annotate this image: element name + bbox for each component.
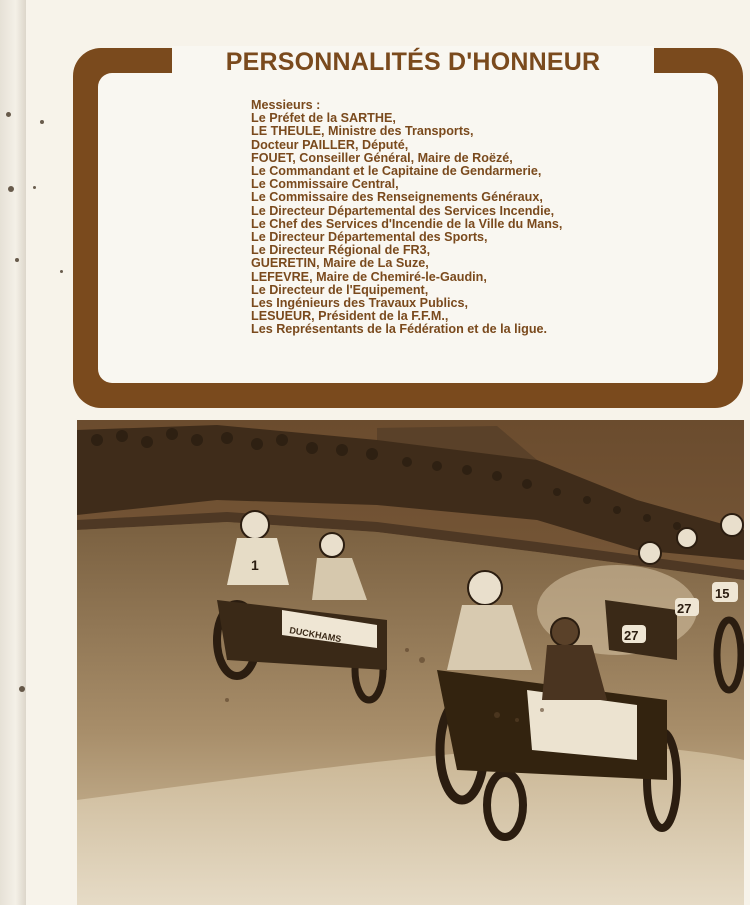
helmet	[639, 542, 661, 564]
honoree-line: Messieurs :	[251, 98, 321, 112]
race-photo-illustration	[77, 420, 744, 905]
honoree-line: Le Directeur de l'Equipement,	[251, 282, 429, 297]
page-title: PERSONNALITÉS D'HONNEUR	[172, 46, 654, 78]
paper-speck	[6, 112, 11, 117]
honoree-line: Le Chef des Services d'Incendie de la Ville du Mans,	[251, 216, 563, 231]
honoree-line: Le Directeur Départemental des Sports,	[251, 230, 488, 245]
race-number: 1	[251, 557, 259, 573]
honoree-line: Le Préfet de la SARTHE,	[251, 111, 396, 126]
helmet	[468, 571, 502, 605]
page-binding-edge	[0, 0, 27, 905]
honoree-line: LESUEUR, Président de la F.F.M.,	[251, 309, 449, 324]
paper-speck	[8, 186, 14, 192]
race-photo	[77, 420, 744, 905]
honoree-line: Le Directeur Régional de FR3,	[251, 243, 431, 258]
honoree-line: GUERETIN, Maire de La Suze,	[251, 256, 429, 271]
honoree-line: Le Directeur Départemental des Services Incendie,	[251, 203, 555, 218]
paper-speck	[19, 686, 25, 692]
helmet	[241, 511, 269, 539]
race-number: 27	[677, 601, 692, 616]
race-number: 15	[715, 586, 730, 601]
race-number: 27	[624, 628, 639, 643]
honoree-line: FOUET, Conseiller Général, Maire de Roëzé,	[251, 150, 513, 165]
honoree-line: Les Ingénieurs des Travaux Publics,	[251, 296, 468, 311]
paper-speck	[60, 270, 63, 273]
paper-speck	[33, 186, 36, 189]
sidecar-sponsor-text: DUCKHAMS	[288, 625, 343, 645]
honoree-line: LE THEULE, Ministre des Transports,	[251, 124, 474, 139]
honoree-line: Les Représentants de la Fédération et de la ligue.	[251, 322, 548, 337]
honoree-list	[251, 99, 701, 337]
honoree-line: Le Commandant et le Capitaine de Gendarmerie,	[251, 164, 542, 179]
helmet	[320, 533, 344, 557]
honoree-line: Le Commissaire des Renseignements Généraux,	[251, 190, 543, 205]
honoree-line: Le Commissaire Central,	[251, 177, 399, 192]
paper-speck	[15, 258, 19, 262]
helmet	[551, 618, 579, 646]
paper-speck	[40, 120, 44, 124]
helmet	[677, 528, 697, 548]
honoree-line: Docteur PAILLER, Député,	[251, 137, 409, 152]
helmet	[721, 514, 743, 536]
honoree-line: LEFEVRE, Maire de Chemiré-le-Gaudin,	[251, 269, 487, 284]
